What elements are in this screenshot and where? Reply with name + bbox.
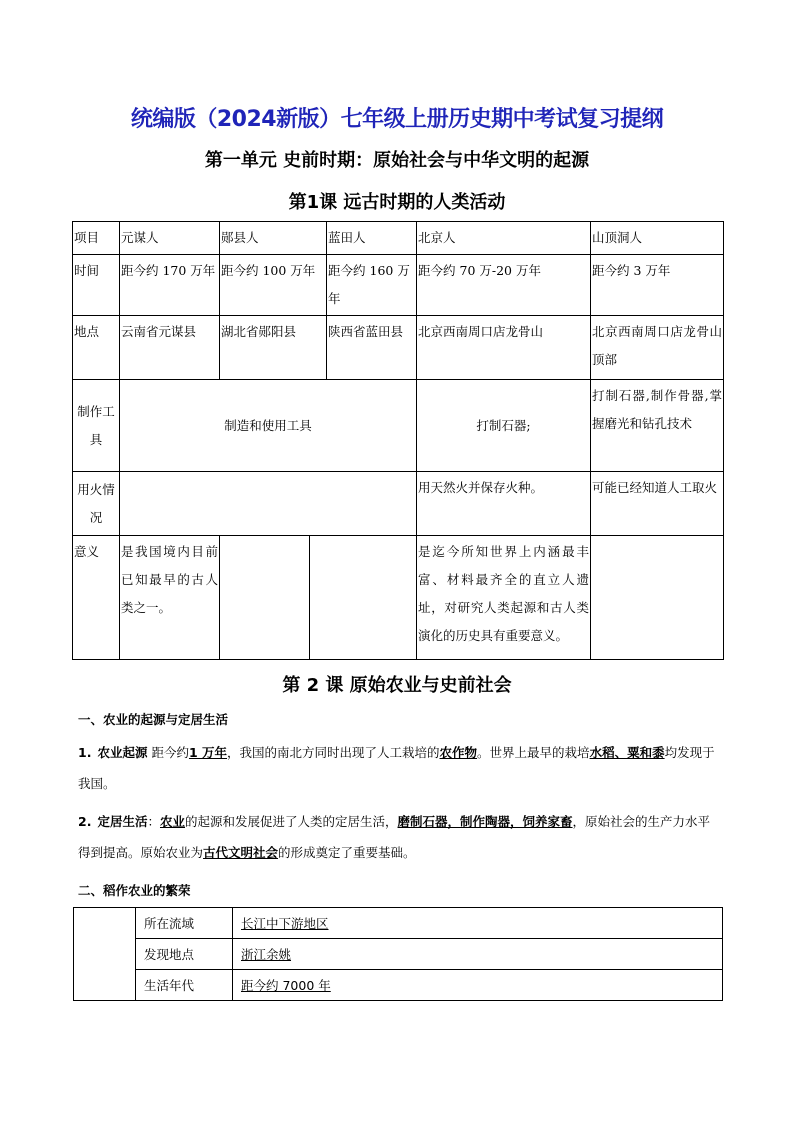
table-row <box>74 970 723 1001</box>
lesson1-title: 第1课 远古时期的人类活动 <box>288 192 506 213</box>
table-cell: 生活年代 <box>136 970 233 1001</box>
section-heading-agriculture: 一、农业的起源与定居生活 <box>78 712 229 727</box>
section-heading-rice-farming: 二、稻作农业的繁荣 <box>78 883 191 898</box>
table-cell <box>591 536 724 660</box>
table-row-fire <box>73 472 724 536</box>
table-cell: 云南省元谋县 <box>120 316 220 380</box>
early-humans-table <box>72 221 724 660</box>
table-cell: 湖北省郧阳县 <box>220 316 327 380</box>
settled-life-paragraph <box>78 806 718 868</box>
text-span: 的起源和发展促进了人类的定居生活， <box>185 814 398 829</box>
unit-title: 第一单元 史前时期：原始社会与中华文明的起源 <box>204 150 590 171</box>
underlined-key-term: 水稻、粟和黍 <box>589 745 665 760</box>
table-cell: 所在流域 <box>136 908 233 939</box>
agriculture-origin-paragraph <box>78 737 718 799</box>
underlined-key-term: 1 万年 <box>188 745 228 760</box>
table-row-tools <box>73 380 724 472</box>
table-cell: 山顶洞人 <box>591 222 724 255</box>
table-cell: 打制石器; <box>417 380 591 472</box>
table-cell <box>233 908 723 939</box>
table-cell <box>233 939 723 970</box>
table-cell <box>220 536 310 660</box>
table-cell: 北京人 <box>417 222 591 255</box>
table-cell <box>233 970 723 1001</box>
text-span: ，原始社会的生产力水平得到提高。原始农业为 <box>78 814 711 860</box>
lesson2-title: 第 2 课 原始农业与史前社会 <box>282 675 512 696</box>
table-cell: 意义 <box>73 536 120 660</box>
table-cell: 可能已经知道人工取火 <box>591 472 724 536</box>
text-span: 距今约 <box>147 745 189 760</box>
text-span: 均发现于我国。 <box>78 745 715 791</box>
table-cell: 用火情况 <box>73 472 120 536</box>
table-cell: 蓝田人 <box>327 222 417 255</box>
document-title: 统编版（2024新版）七年级上册历史期中考试复习提纲 <box>130 107 664 132</box>
table-cell: 距今约 3 万年 <box>591 255 724 316</box>
table-cell: 是我国境内目前已知最早的古人类之一。 <box>120 536 220 660</box>
table-cell: 北京西南周口店龙骨山顶部 <box>591 316 724 380</box>
table-cell: 打制石器,制作骨器,掌握磨光和钻孔技术 <box>591 380 724 472</box>
table-cell: 距今约 160 万年 <box>327 255 417 316</box>
table-cell: 距今约 70 万-20 万年 <box>417 255 591 316</box>
table-cell <box>74 908 136 1001</box>
table-cell: 距今约 100 万年 <box>220 255 327 316</box>
table-cell <box>310 536 417 660</box>
table-cell: 制作工具 <box>73 380 120 472</box>
table-cell: 项目 <box>73 222 120 255</box>
underlined-key-term: 古代文明社会 <box>203 845 279 860</box>
table-cell: 时间 <box>73 255 120 316</box>
table-cell: 用天然火并保存火种。 <box>417 472 591 536</box>
table-cell: 北京西南周口店龙骨山 <box>417 316 591 380</box>
table-cell: 制造和使用工具 <box>120 380 417 472</box>
text-span: 的形成奠定了重要基础。 <box>278 845 416 860</box>
table-row <box>74 939 723 970</box>
table-row <box>74 908 723 939</box>
rice-farming-table <box>73 907 723 1001</box>
underlined-value: 距今约 7000 年 <box>241 978 331 993</box>
underlined-key-term: 农业 <box>159 814 185 829</box>
table-cell: 郧县人 <box>220 222 327 255</box>
underlined-value: 浙江余姚 <box>241 947 292 962</box>
table-cell: 发现地点 <box>136 939 233 970</box>
underlined-value: 长江中下游地区 <box>241 916 329 931</box>
table-cell <box>120 472 417 536</box>
table-row-place <box>73 316 724 380</box>
text-span: ，我国的南北方同时出现了人工栽培的 <box>227 745 440 760</box>
item-label: 农业起源 <box>97 745 148 760</box>
item-number: 2. <box>78 814 92 829</box>
table-header-row <box>73 222 724 255</box>
table-cell: 元谋人 <box>120 222 220 255</box>
item-number: 1. <box>78 745 92 760</box>
underlined-key-term: 农作物 <box>439 745 478 760</box>
table-row-time <box>73 255 724 316</box>
underlined-key-term: 磨制石器，制作陶器，饲养家畜 <box>397 814 573 829</box>
table-row-meaning <box>73 536 724 660</box>
item-label: 定居生活 <box>97 814 148 829</box>
table-cell: 陕西省蓝田县 <box>327 316 417 380</box>
table-cell: 地点 <box>73 316 120 380</box>
table-cell: 是迄今所知世界上内涵最丰富、材料最齐全的直立人遗址，对研究人类起源和古人类演化的历史具有重要意义。 <box>417 536 591 660</box>
table-cell: 距今约 170 万年 <box>120 255 220 316</box>
text-span: 。世界上最早的栽培 <box>477 745 590 760</box>
text-span: ： <box>147 814 160 829</box>
